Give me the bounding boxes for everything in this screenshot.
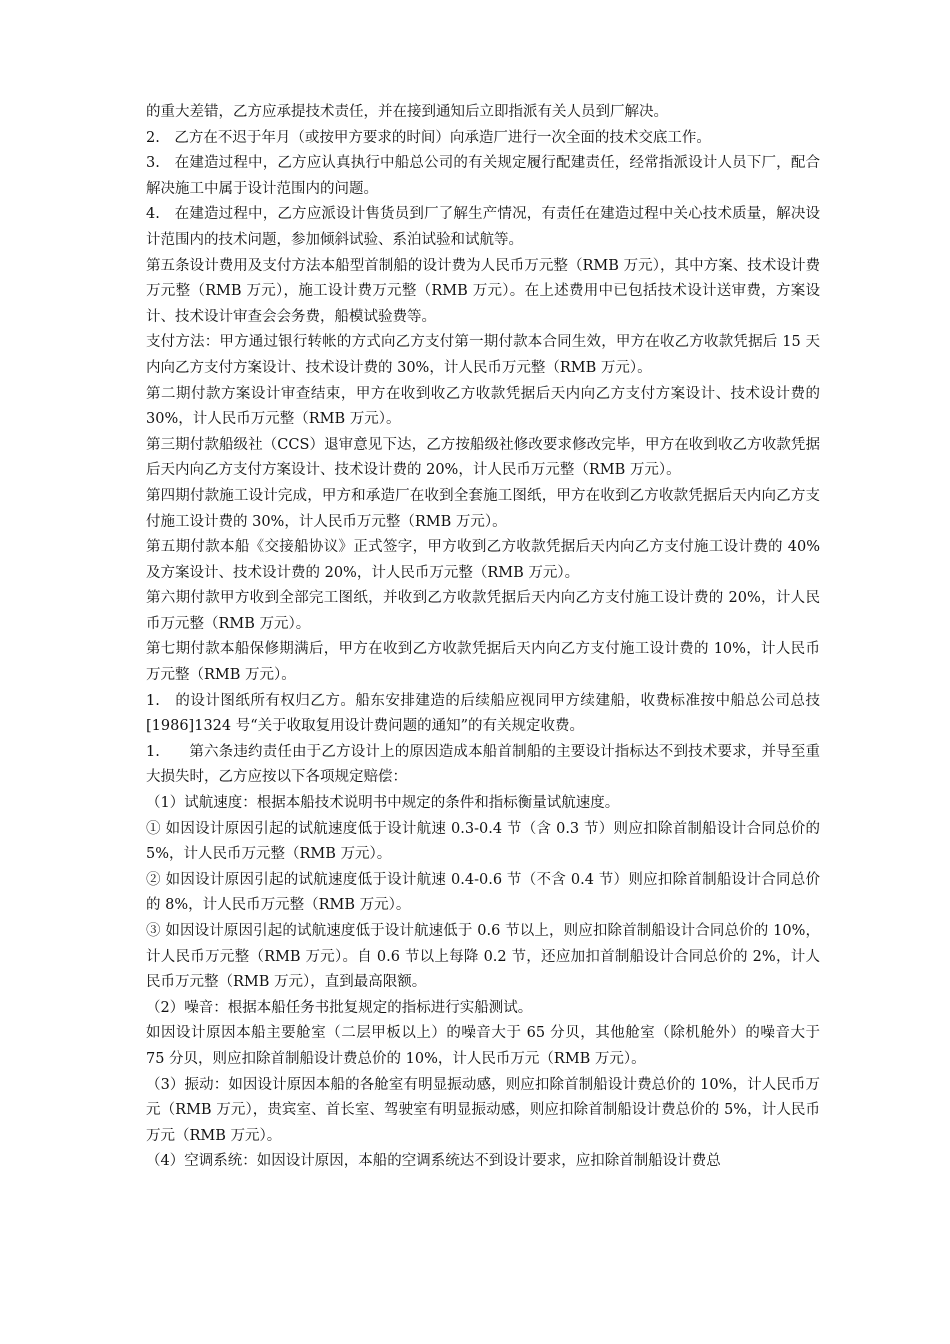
paragraph: ① 如因设计原因引起的试航速度低于设计航速 0.3-0.4 节（含 0.3 节）则应扣除首制船设计合同总价的 5%，计人民币万元整（RMB 万元）。 [146,820,820,863]
paragraph: （3）振动：如因设计原因本船的各舱室有明显振动感，则应扣除首制船设计费总价的 10%，计人民币万元（RMB 万元），贵宾室、首长室、驾驶室有明显振动感，则应扣除首制船设计费总价的 5%，计人民币万元（RMB 万元）。 [146,1076,820,1144]
paragraph: ② 如因设计原因引起的试航速度低于设计航速 0.4-0.6 节（不含 0.4 节）则应扣除首制船设计合同总价的 8%，计人民币万元整（RMB 万元）。 [146,871,820,914]
paragraph: 3. 在建造过程中，乙方应认真执行中船总公司的有关规定履行配建责任，经常指派设计人员下厂，配合解决施工中属于设计范围内的问题。 [146,155,820,197]
paragraph: 如因设计原因本船主要舱室（二层甲板以上）的噪音大于 65 分贝，其他舱室（除机舱外）的噪音大于 75 分贝，则应扣除首制船设计费总价的 10%，计人民币万元（RMB 万元）。 [146,1025,820,1067]
paragraph: （2）噪音：根据本船任务书批复规定的指标进行实船测试。 [146,999,533,1016]
paragraph: 第五期付款本船《交接船协议》正式签字，甲方收到乙方收款凭据后天内向乙方支付施工设计费的 40%及方案设计、技术设计费的 20%，计人民币万元整（RMB 万元）。 [146,539,820,581]
paragraph: 第六期付款甲方收到全部完工图纸，并收到乙方收款凭据后天内向乙方支付施工设计费的 20%，计人民币万元整（RMB 万元）。 [146,590,820,632]
document-page [146,100,820,1175]
paragraph: ③ 如因设计原因引起的试航速度低于设计航速低于 0.6 节以上，则应扣除首制船设计合同总价的 10%，计人民币万元整（RMB 万元）。自 0.6 节以上每降 0.2 节，还应加扣首制船设计合同总价的 2%，计人民币万元整（RMB 万元），直到最高限额。 [146,923,820,991]
paragraph: 第二期付款方案设计审查结束，甲方在收到收乙方收款凭据后天内向乙方支付方案设计、技术设计费的 30%，计人民币万元整（RMB 万元）。 [146,385,820,428]
paragraph: 第三期付款船级社（CCS）退审意见下达，乙方按船级社修改要求修改完毕，甲方在收到收乙方收款凭据后天内向乙方支付方案设计、技术设计费的 20%，计人民币万元整（RMB 万元）。 [146,436,820,479]
paragraph: 第四期付款施工设计完成，甲方和承造厂在收到全套施工图纸，甲方在收到乙方收款凭据后天内向乙方支付施工设计费的 30%，计人民币万元整（RMB 万元）。 [146,487,820,530]
paragraph: （4）空调系统：如因设计原因，本船的空调系统达不到设计要求，应扣除首制船设计费总 [146,1153,721,1170]
paragraph: 第七期付款本船保修期满后，甲方在收到乙方收款凭据后天内向乙方支付施工设计费的 10%，计人民币万元整（RMB 万元）。 [146,641,820,684]
paragraph: 的重大差错，乙方应承提技术责任，并在接到通知后立即指派有关人员到厂解决。 [146,104,668,120]
paragraph: 2. 乙方在不迟于年月（或按甲方要求的时间）向承造厂进行一次全面的技术交底工作。 [146,129,711,146]
paragraph: 支付方法：甲方通过银行转帐的方式向乙方支付第一期付款本合同生效，甲方在收乙方收款凭据后 15 天内向乙方支付方案设计、技术设计费的 30%，计人民币万元整（RMB 万元）。 [146,334,820,376]
paragraph: 1. 第六条违约责任由于乙方设计上的原因造成本船首制船的主要设计指标达不到技术要求，并导至重大损失时，乙方应按以下各项规定赔偿： [146,743,820,786]
paragraph: 1. 的设计图纸所有权归乙方。船东安排建造的后续船应视同甲方续建船，收费标准按中船总公司总技[1986]1324 号“关于收取复用设计费问题的通知”的有关规定收费。 [146,692,820,735]
paragraph: 第五条设计费用及支付方法本船型首制船的设计费为人民币万元整（RMB 万元），其中方案、技术设计费万元整（RMB 万元），施工设计费万元整（RMB 万元）。在上述费用中已包括技术设计送审费，方案设计、技术设计审查会会务费，船模试验费等。 [146,257,820,325]
paragraph: （1）试航速度：根据本船技术说明书中规定的条件和指标衡量试航速度。 [146,795,620,812]
paragraph: 4. 在建造过程中，乙方应派设计售货员到厂了解生产情况，有责任在建造过程中关心技术质量，解决设计范围内的技术问题，参加倾斜试验、系泊试验和试航等。 [146,206,820,248]
